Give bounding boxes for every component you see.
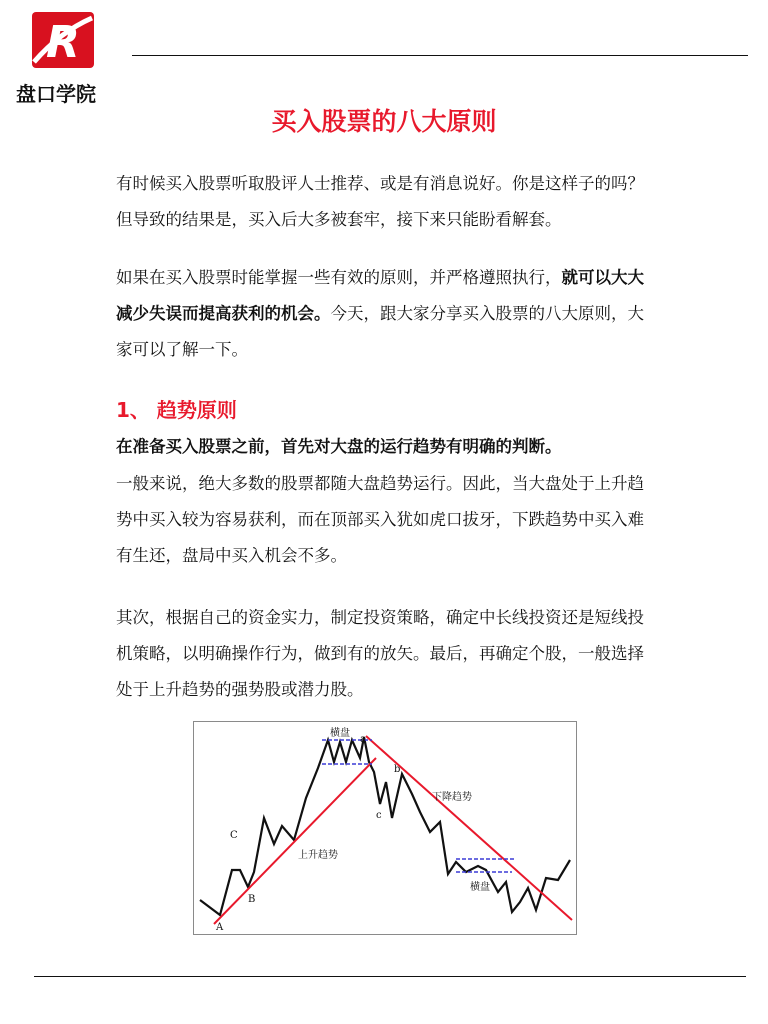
principles-paragraph — [116, 260, 656, 368]
section-heading-trend: 1、 趋势原则 — [116, 398, 237, 422]
label-B: B — [248, 894, 256, 905]
label-b: b — [394, 764, 401, 775]
label-a: a — [360, 734, 366, 745]
uptrend-line — [214, 758, 376, 924]
page-title: 买入股票的八大原则 — [271, 107, 497, 136]
trend-paragraph: 一般来说，绝大多数的股票都随大盘趋势运行。因此，当大盘处于上升趋势中买入较为容易获利，而在顶部买入犹如虎口拔牙，下跌趋势中买入难有生还，盘局中买入机会不多。 — [116, 474, 644, 565]
label-consolidation-top: 横盘 — [330, 728, 350, 739]
price-line — [200, 737, 570, 915]
principles-text-pre: 如果在买入股票时能掌握一些有效的原则，并严格遵照执行， — [116, 268, 562, 287]
logo-text: 盘口学院 — [16, 82, 96, 106]
logo-mark — [30, 12, 96, 70]
section-lead: 在准备买入股票之前，首先对大盘的运行趋势有明确的判断。 — [116, 437, 562, 456]
label-consolidation-bottom: 横盘 — [470, 882, 490, 893]
intro-paragraph: 有时候买入股票听取股评人士推荐、或是有消息说好。你是这样子的吗？但导致的结果是，买入后大多被套牢，接下来只能盼看解套。 — [116, 174, 644, 229]
principles-text-bold: 就可以大大减少失误而提高获利的机会。 — [116, 268, 644, 323]
label-A: A — [216, 922, 224, 933]
label-C: C — [230, 830, 238, 841]
trend-diagram — [193, 721, 577, 935]
trend-diagram-svg — [194, 722, 576, 934]
label-uptrend: 上升趋势 — [298, 850, 338, 861]
label-downtrend: 下降趋势 — [432, 792, 472, 803]
header-divider — [132, 55, 748, 56]
principles-text-post: 今天，跟大家分享买入股票的八大原则，大家可以了解一下。 — [116, 304, 644, 359]
strategy-paragraph: 其次，根据自己的资金实力，制定投资策略，确定中长线投资还是短线投机策略，以明确操作行为，做到有的放矢。最后，再确定个股，一般选择处于上升趋势的强势股或潜力股。 — [116, 608, 644, 699]
footer-divider — [34, 976, 746, 977]
logo — [16, 12, 116, 108]
label-c: c — [376, 810, 382, 821]
logo-letter: R — [46, 17, 80, 68]
